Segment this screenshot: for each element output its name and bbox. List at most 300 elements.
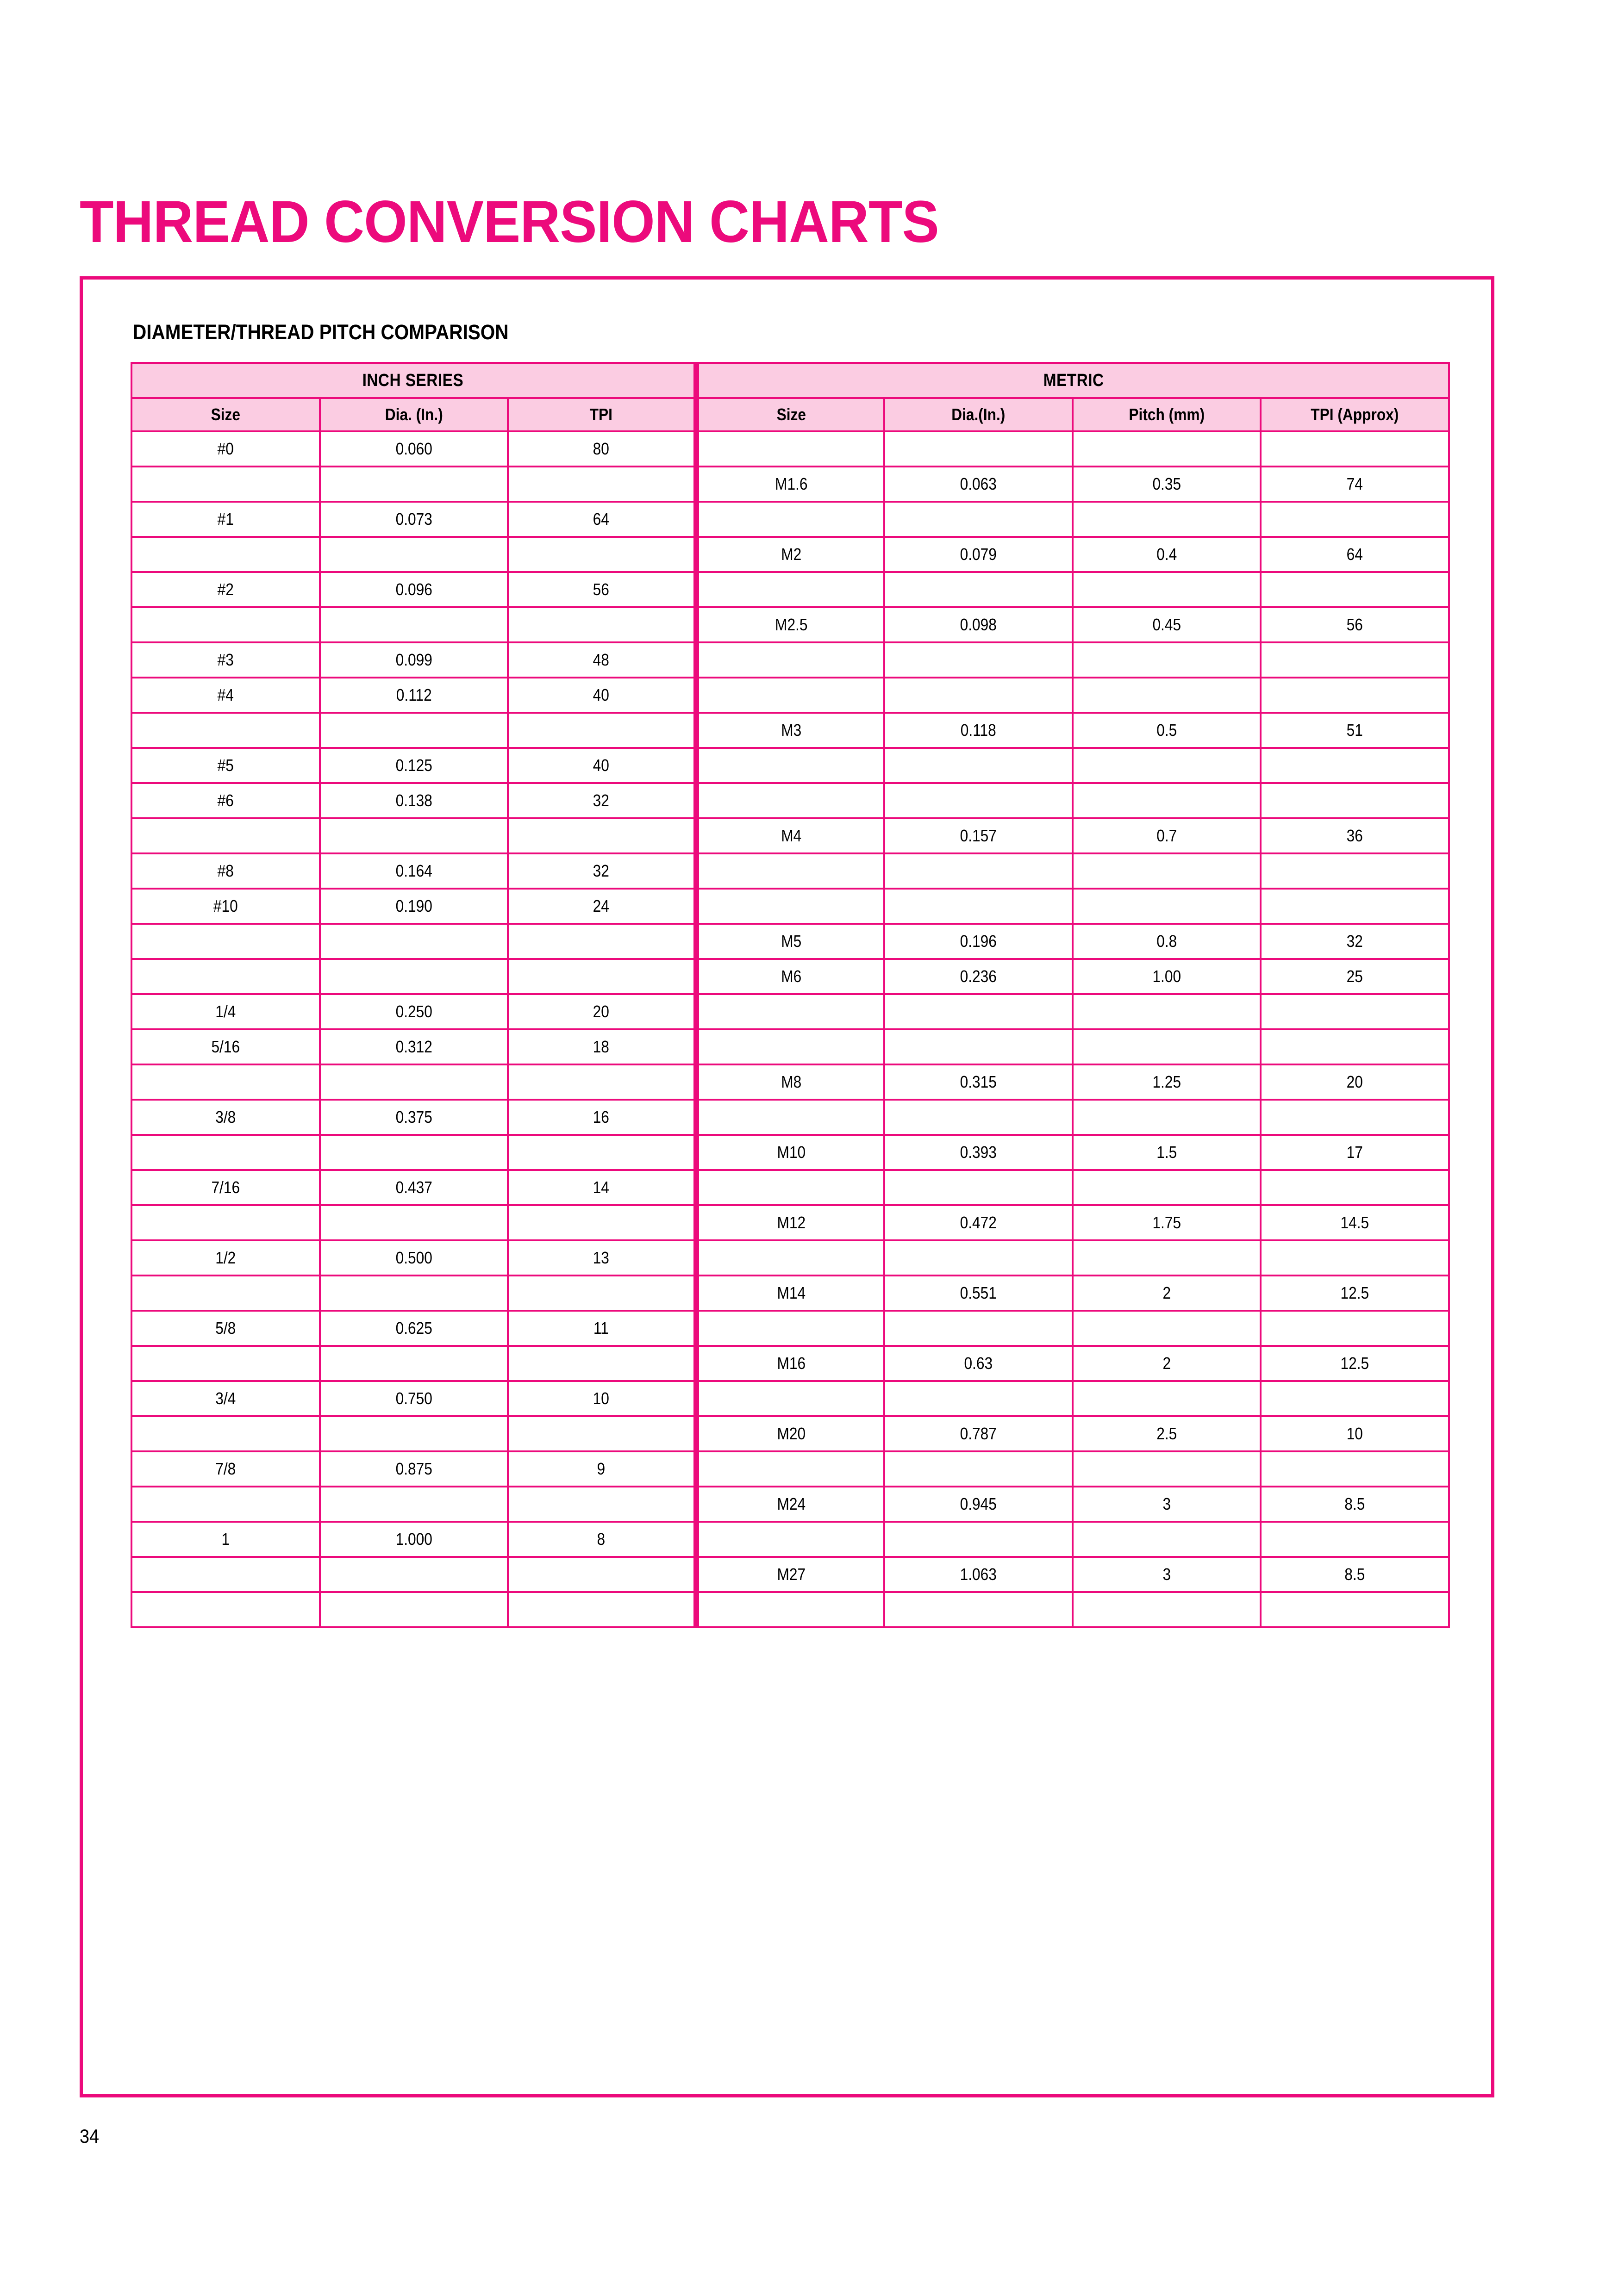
- cell-metric-size: [696, 924, 885, 959]
- cell-metric-tpi: [1261, 1064, 1449, 1100]
- cell-metric-pitch: [1073, 502, 1261, 537]
- cell-metric-size: [696, 1557, 885, 1592]
- section-caption: DIAMETER/THREAD PITCH COMPARISON: [133, 320, 509, 344]
- cell-metric-dia: [884, 502, 1073, 537]
- table-row: [131, 467, 1449, 502]
- cell-inch-size-value: 5/16: [211, 1037, 240, 1056]
- cell-metric-dia: [884, 1100, 1073, 1135]
- cell-inch-tpi-value: 8: [597, 1530, 606, 1549]
- table-row: [131, 818, 1449, 853]
- table-row: [131, 1451, 1449, 1487]
- cell-metric-tpi: [1261, 889, 1449, 924]
- cell-metric-dia: [884, 467, 1073, 502]
- cell-inch-size: [131, 642, 320, 678]
- cell-metric-tpi-value: 12.5: [1340, 1283, 1369, 1302]
- cell-metric-size: [696, 1381, 885, 1416]
- cell-metric-pitch: [1073, 1487, 1261, 1522]
- cell-metric-dia: [884, 1381, 1073, 1416]
- cell-metric-tpi: [1261, 1522, 1449, 1557]
- cell-metric-pitch: [1073, 1592, 1261, 1627]
- column-header-row: [131, 398, 1449, 431]
- cell-inch-dia-value: 0.312: [395, 1037, 432, 1056]
- cell-metric-tpi-value: 56: [1347, 615, 1363, 634]
- cell-metric-dia: [884, 1451, 1073, 1487]
- cell-inch-size: [131, 1592, 320, 1627]
- table-row: [131, 959, 1449, 994]
- cell-metric-size: [696, 889, 885, 924]
- cell-metric-tpi: [1261, 1135, 1449, 1170]
- cell-metric-pitch: [1073, 642, 1261, 678]
- table-row: [131, 1592, 1449, 1627]
- cell-inch-tpi: [508, 572, 696, 607]
- cell-metric-tpi: [1261, 1557, 1449, 1592]
- cell-inch-tpi: [508, 1522, 696, 1557]
- cell-inch-tpi: [508, 1592, 696, 1627]
- cell-metric-size: [696, 1170, 885, 1205]
- cell-inch-dia-value: 0.500: [395, 1248, 432, 1267]
- cell-inch-tpi-value: 32: [593, 861, 610, 880]
- cell-metric-dia: [884, 713, 1073, 748]
- page-number: 34: [80, 2125, 100, 2147]
- cell-metric-size: [696, 1416, 885, 1451]
- cell-metric-dia-value: 0.079: [960, 545, 997, 564]
- cell-inch-dia: [320, 1205, 508, 1240]
- cell-metric-pitch: [1073, 1381, 1261, 1416]
- cell-metric-dia-value: 0.063: [960, 474, 997, 493]
- cell-inch-dia: [320, 1346, 508, 1381]
- cell-inch-dia-value: 0.190: [395, 896, 432, 915]
- cell-inch-tpi: [508, 853, 696, 889]
- cell-inch-dia: [320, 1135, 508, 1170]
- cell-metric-size: [696, 572, 885, 607]
- column-header-inch-size-label: Size: [211, 405, 240, 424]
- cell-inch-tpi: [508, 1205, 696, 1240]
- cell-metric-dia: [884, 1346, 1073, 1381]
- cell-inch-size: [131, 1416, 320, 1451]
- cell-inch-tpi: [508, 1170, 696, 1205]
- table-row: [131, 1170, 1449, 1205]
- cell-inch-size-value: #8: [217, 861, 234, 880]
- cell-metric-tpi: [1261, 924, 1449, 959]
- cell-inch-size: [131, 572, 320, 607]
- cell-inch-dia: [320, 783, 508, 818]
- cell-metric-dia: [884, 783, 1073, 818]
- cell-metric-pitch-value: 1.00: [1152, 967, 1181, 986]
- cell-metric-size-value: M4: [781, 826, 801, 845]
- cell-metric-dia: [884, 1522, 1073, 1557]
- cell-metric-size: [696, 1276, 885, 1311]
- cell-metric-size-value: M24: [777, 1494, 806, 1513]
- cell-inch-tpi-value: 40: [593, 756, 610, 775]
- cell-metric-pitch-value: 0.45: [1152, 615, 1181, 634]
- cell-metric-size-value: M14: [777, 1283, 806, 1302]
- cell-inch-tpi-value: 56: [593, 580, 610, 599]
- cell-metric-dia: [884, 994, 1073, 1029]
- group-header-metric-label: METRIC: [1043, 370, 1104, 390]
- cell-metric-size-value: M27: [777, 1565, 806, 1584]
- cell-metric-dia: [884, 607, 1073, 642]
- cell-metric-tpi: [1261, 642, 1449, 678]
- cell-metric-dia: [884, 1276, 1073, 1311]
- cell-inch-size-value: 1/2: [215, 1248, 236, 1267]
- cell-metric-tpi: [1261, 537, 1449, 572]
- cell-inch-size: [131, 748, 320, 783]
- cell-inch-size-value: #6: [217, 791, 234, 810]
- cell-metric-pitch: [1073, 1451, 1261, 1487]
- cell-metric-pitch: [1073, 889, 1261, 924]
- cell-inch-tpi: [508, 959, 696, 994]
- cell-inch-size: [131, 1205, 320, 1240]
- cell-metric-tpi: [1261, 1451, 1449, 1487]
- cell-inch-size: [131, 818, 320, 853]
- table-row: [131, 572, 1449, 607]
- table-row: [131, 1487, 1449, 1522]
- cell-inch-tpi: [508, 818, 696, 853]
- cell-inch-tpi: [508, 1381, 696, 1416]
- cell-inch-size-value: #10: [213, 896, 238, 915]
- cell-metric-pitch: [1073, 924, 1261, 959]
- table-row: [131, 1557, 1449, 1592]
- cell-metric-pitch: [1073, 959, 1261, 994]
- cell-metric-pitch-value: 0.4: [1156, 545, 1177, 564]
- cell-metric-tpi-value: 32: [1347, 932, 1363, 951]
- cell-metric-size: [696, 607, 885, 642]
- cell-metric-tpi: [1261, 959, 1449, 994]
- cell-inch-tpi: [508, 1276, 696, 1311]
- cell-metric-pitch: [1073, 572, 1261, 607]
- cell-metric-tpi: [1261, 1170, 1449, 1205]
- column-header-metric-dia: [884, 398, 1073, 431]
- cell-metric-tpi: [1261, 1100, 1449, 1135]
- table-row: [131, 607, 1449, 642]
- table-row: [131, 1240, 1449, 1276]
- cell-metric-size-value: M6: [781, 967, 801, 986]
- cell-metric-pitch: [1073, 1064, 1261, 1100]
- cell-inch-tpi: [508, 1064, 696, 1100]
- cell-inch-size: [131, 502, 320, 537]
- cell-metric-size: [696, 1451, 885, 1487]
- cell-inch-size: [131, 1487, 320, 1522]
- cell-inch-size-value: 5/8: [215, 1319, 236, 1338]
- cell-inch-dia-value: 0.875: [395, 1459, 432, 1478]
- cell-metric-size: [696, 1240, 885, 1276]
- cell-metric-dia-value: 0.196: [960, 932, 997, 951]
- group-header-row: [131, 363, 1449, 398]
- cell-metric-dia: [884, 1205, 1073, 1240]
- cell-inch-dia: [320, 1522, 508, 1557]
- cell-metric-size-value: M10: [777, 1143, 806, 1162]
- cell-metric-size: [696, 1346, 885, 1381]
- cell-inch-size-value: 1: [221, 1530, 230, 1549]
- cell-metric-tpi: [1261, 1346, 1449, 1381]
- cell-metric-pitch-value: 3: [1162, 1494, 1171, 1513]
- cell-inch-dia: [320, 748, 508, 783]
- cell-inch-size: [131, 853, 320, 889]
- cell-metric-dia: [884, 1311, 1073, 1346]
- cell-metric-tpi-value: 64: [1347, 545, 1363, 564]
- cell-inch-dia: [320, 431, 508, 467]
- cell-metric-dia: [884, 1487, 1073, 1522]
- cell-inch-dia: [320, 1276, 508, 1311]
- table-row: [131, 1100, 1449, 1135]
- cell-metric-pitch: [1073, 994, 1261, 1029]
- cell-inch-dia: [320, 1592, 508, 1627]
- table-row: [131, 642, 1449, 678]
- cell-inch-dia: [320, 1416, 508, 1451]
- cell-inch-tpi: [508, 537, 696, 572]
- table-row: [131, 1029, 1449, 1064]
- table-row: [131, 924, 1449, 959]
- cell-inch-dia-value: 1.000: [395, 1530, 432, 1549]
- table-row: [131, 748, 1449, 783]
- cell-metric-pitch: [1073, 1311, 1261, 1346]
- cell-metric-dia: [884, 853, 1073, 889]
- cell-metric-dia-value: 0.393: [960, 1143, 997, 1162]
- cell-metric-pitch: [1073, 1100, 1261, 1135]
- table-row: [131, 431, 1449, 467]
- cell-metric-dia: [884, 924, 1073, 959]
- cell-metric-pitch-value: 0.7: [1156, 826, 1177, 845]
- cell-inch-size: [131, 1381, 320, 1416]
- group-header-inch-series: [131, 363, 696, 398]
- cell-metric-tpi: [1261, 1487, 1449, 1522]
- cell-metric-size: [696, 678, 885, 713]
- cell-metric-pitch: [1073, 1346, 1261, 1381]
- cell-inch-tpi: [508, 1311, 696, 1346]
- cell-metric-dia: [884, 678, 1073, 713]
- cell-metric-pitch-value: 3: [1162, 1565, 1171, 1584]
- cell-metric-dia-value: 0.236: [960, 967, 997, 986]
- cell-metric-size: [696, 1487, 885, 1522]
- table-row: [131, 1311, 1449, 1346]
- cell-inch-size-value: 7/16: [211, 1178, 240, 1197]
- cell-inch-tpi: [508, 1416, 696, 1451]
- table-row: [131, 1064, 1449, 1100]
- cell-inch-tpi: [508, 889, 696, 924]
- cell-inch-dia: [320, 642, 508, 678]
- cell-metric-size: [696, 642, 885, 678]
- cell-inch-size-value: 3/8: [215, 1108, 236, 1126]
- cell-metric-tpi: [1261, 1029, 1449, 1064]
- cell-inch-dia: [320, 572, 508, 607]
- cell-metric-pitch: [1073, 783, 1261, 818]
- cell-inch-dia: [320, 924, 508, 959]
- cell-inch-tpi: [508, 607, 696, 642]
- cell-inch-dia: [320, 502, 508, 537]
- column-header-metric-pitch: [1073, 398, 1261, 431]
- cell-metric-dia-value: 0.472: [960, 1213, 997, 1232]
- cell-metric-dia: [884, 642, 1073, 678]
- cell-inch-tpi-value: 20: [593, 1002, 610, 1021]
- cell-inch-size-value: 7/8: [215, 1459, 236, 1478]
- cell-metric-size: [696, 1064, 885, 1100]
- cell-metric-size: [696, 1311, 885, 1346]
- cell-metric-pitch: [1073, 1276, 1261, 1311]
- cell-inch-tpi-value: 24: [593, 896, 610, 915]
- cell-inch-tpi-value: 13: [593, 1248, 610, 1267]
- cell-metric-dia: [884, 889, 1073, 924]
- table-header: [131, 363, 1449, 431]
- cell-metric-pitch: [1073, 1205, 1261, 1240]
- cell-inch-dia: [320, 1240, 508, 1276]
- cell-inch-size: [131, 713, 320, 748]
- cell-metric-dia: [884, 1064, 1073, 1100]
- cell-inch-tpi: [508, 748, 696, 783]
- cell-metric-dia-value: 0.157: [960, 826, 997, 845]
- cell-metric-tpi: [1261, 1276, 1449, 1311]
- cell-metric-pitch: [1073, 1557, 1261, 1592]
- cell-inch-size: [131, 431, 320, 467]
- cell-inch-size: [131, 678, 320, 713]
- column-header-metric-size: [696, 398, 885, 431]
- cell-metric-size: [696, 853, 885, 889]
- cell-metric-tpi: [1261, 713, 1449, 748]
- cell-metric-tpi-value: 8.5: [1344, 1565, 1365, 1584]
- cell-metric-tpi: [1261, 1205, 1449, 1240]
- table-row: [131, 537, 1449, 572]
- cell-inch-size-value: #1: [217, 510, 234, 529]
- cell-inch-tpi: [508, 713, 696, 748]
- table-row: [131, 1522, 1449, 1557]
- cell-metric-pitch: [1073, 1416, 1261, 1451]
- cell-metric-pitch: [1073, 431, 1261, 467]
- cell-inch-size: [131, 607, 320, 642]
- cell-inch-dia: [320, 1451, 508, 1487]
- cell-inch-size-value: #5: [217, 756, 234, 775]
- cell-inch-size: [131, 1311, 320, 1346]
- cell-inch-tpi: [508, 1135, 696, 1170]
- cell-inch-dia-value: 0.164: [395, 861, 432, 880]
- cell-metric-dia-value: 0.098: [960, 615, 997, 634]
- cell-inch-dia: [320, 1029, 508, 1064]
- cell-inch-size: [131, 1170, 320, 1205]
- cell-inch-size-value: #2: [217, 580, 234, 599]
- cell-inch-size: [131, 959, 320, 994]
- cell-metric-size-value: M2.5: [775, 615, 808, 634]
- cell-metric-tpi-value: 74: [1347, 474, 1363, 493]
- cell-inch-size: [131, 1100, 320, 1135]
- cell-inch-dia-value: 0.099: [395, 650, 432, 669]
- cell-inch-size: [131, 1135, 320, 1170]
- cell-inch-dia-value: 0.625: [395, 1319, 432, 1338]
- cell-inch-dia: [320, 1557, 508, 1592]
- column-header-metric-tpi: [1261, 398, 1449, 431]
- cell-inch-tpi-value: 16: [593, 1108, 610, 1126]
- cell-inch-dia-value: 0.750: [395, 1389, 432, 1408]
- cell-metric-dia-value: 0.551: [960, 1283, 997, 1302]
- cell-inch-tpi: [508, 1346, 696, 1381]
- cell-metric-dia: [884, 1557, 1073, 1592]
- cell-metric-pitch: [1073, 537, 1261, 572]
- cell-metric-size: [696, 537, 885, 572]
- cell-metric-pitch-value: 1.5: [1156, 1143, 1177, 1162]
- cell-inch-dia: [320, 713, 508, 748]
- cell-inch-dia: [320, 853, 508, 889]
- cell-inch-tpi: [508, 678, 696, 713]
- cell-inch-tpi: [508, 1451, 696, 1487]
- cell-metric-tpi-value: 20: [1347, 1072, 1363, 1091]
- cell-inch-tpi-value: 48: [593, 650, 610, 669]
- cell-metric-dia: [884, 1240, 1073, 1276]
- cell-inch-dia-value: 0.125: [395, 756, 432, 775]
- cell-inch-tpi-value: 11: [593, 1319, 609, 1338]
- table-row: [131, 853, 1449, 889]
- cell-metric-pitch-value: 2: [1162, 1283, 1171, 1302]
- cell-metric-size: [696, 1029, 885, 1064]
- cell-metric-pitch: [1073, 818, 1261, 853]
- cell-metric-tpi: [1261, 502, 1449, 537]
- cell-metric-size-value: M12: [777, 1213, 806, 1232]
- cell-inch-tpi: [508, 1240, 696, 1276]
- cell-inch-tpi-value: 32: [593, 791, 610, 810]
- cell-inch-dia: [320, 537, 508, 572]
- cell-metric-pitch-value: 2: [1162, 1354, 1171, 1373]
- cell-metric-tpi: [1261, 1311, 1449, 1346]
- cell-metric-tpi-value: 17: [1347, 1143, 1363, 1162]
- column-header-metric-pitch-label: Pitch (mm): [1129, 405, 1205, 424]
- cell-inch-tpi: [508, 783, 696, 818]
- cell-inch-dia-value: 0.112: [396, 685, 432, 704]
- cell-inch-size-value: #4: [217, 685, 234, 704]
- cell-inch-size: [131, 1029, 320, 1064]
- cell-metric-pitch: [1073, 1029, 1261, 1064]
- cell-metric-size: [696, 748, 885, 783]
- table-row: [131, 1276, 1449, 1311]
- cell-metric-pitch: [1073, 1135, 1261, 1170]
- cell-metric-size-value: M5: [781, 932, 801, 951]
- table-row: [131, 1205, 1449, 1240]
- cell-metric-size: [696, 1592, 885, 1627]
- cell-metric-dia: [884, 818, 1073, 853]
- cell-metric-size: [696, 1100, 885, 1135]
- cell-metric-size: [696, 1522, 885, 1557]
- cell-metric-pitch: [1073, 1522, 1261, 1557]
- cell-inch-size: [131, 1451, 320, 1487]
- cell-metric-dia: [884, 1135, 1073, 1170]
- cell-inch-dia: [320, 818, 508, 853]
- cell-metric-tpi: [1261, 853, 1449, 889]
- cell-metric-tpi-value: 14.5: [1340, 1213, 1369, 1232]
- cell-metric-dia: [884, 1170, 1073, 1205]
- cell-metric-tpi: [1261, 678, 1449, 713]
- table-body: [131, 431, 1449, 1627]
- cell-metric-tpi: [1261, 572, 1449, 607]
- cell-metric-pitch: [1073, 748, 1261, 783]
- cell-metric-size: [696, 431, 885, 467]
- cell-metric-pitch: [1073, 1170, 1261, 1205]
- cell-metric-tpi: [1261, 467, 1449, 502]
- cell-metric-size: [696, 502, 885, 537]
- cell-metric-dia: [884, 572, 1073, 607]
- cell-metric-pitch-value: 1.75: [1152, 1213, 1181, 1232]
- cell-inch-dia: [320, 678, 508, 713]
- cell-metric-dia-value: 0.118: [961, 721, 996, 740]
- cell-inch-tpi: [508, 1100, 696, 1135]
- cell-inch-dia-value: 0.060: [395, 439, 432, 458]
- table-row: [131, 1381, 1449, 1416]
- column-header-inch-dia: [320, 398, 508, 431]
- cell-inch-size-value: 1/4: [215, 1002, 236, 1021]
- cell-inch-dia: [320, 467, 508, 502]
- cell-metric-tpi: [1261, 1416, 1449, 1451]
- cell-inch-size: [131, 537, 320, 572]
- cell-inch-dia: [320, 1487, 508, 1522]
- table-row: [131, 994, 1449, 1029]
- cell-inch-tpi-value: 40: [593, 685, 610, 704]
- cell-inch-dia: [320, 1170, 508, 1205]
- cell-metric-size-value: M1.6: [775, 474, 808, 493]
- cell-inch-tpi-value: 18: [593, 1037, 610, 1056]
